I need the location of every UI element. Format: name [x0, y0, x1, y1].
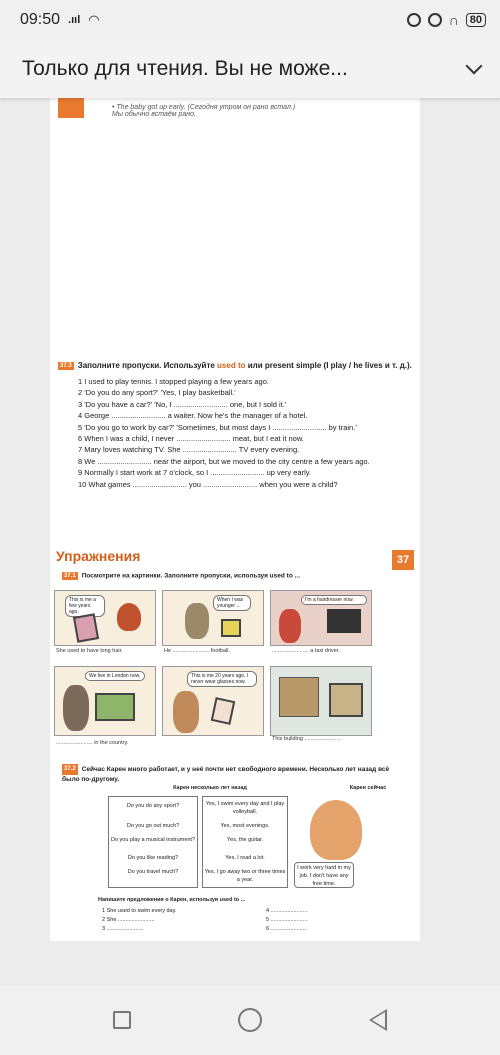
alarm-icon: [428, 13, 442, 27]
answer: Yes, I read a lot.: [225, 855, 265, 861]
question: Do you do any sport?: [126, 803, 180, 809]
exercise-lines: [58, 376, 412, 490]
task-37-2: 37.2 Сейчас Карен много работает, и у неё почти нет свободного времени. Несколько лет назад всё было по-другому.: [62, 766, 390, 783]
write-line: 1 She used to swim every day.: [102, 908, 177, 914]
exercise-line: 3 'Do you have a car?' 'No, I .......................... one, but I sold it.': [78, 399, 287, 409]
picture-caption-2: He ........................ football.: [164, 648, 231, 654]
man-figure: [185, 603, 209, 639]
picture-panel-3: [270, 590, 372, 646]
battery-indicator: 80: [466, 13, 486, 27]
write-prompt: Напишите предложения о Карен, используя used to ...: [98, 897, 246, 903]
picture-panel-6: [270, 666, 372, 736]
document-title-bar: [0, 40, 500, 98]
speech-bubble: I'm a hairdresser now.: [301, 595, 367, 605]
question: Do you like reading?: [127, 855, 179, 861]
exercise-line: 7 Mary loves watching TV. She .......................... TV every evening.: [78, 445, 300, 455]
speech-bubble: When I was younger ...: [213, 595, 251, 611]
previous-page-strip: [50, 96, 420, 134]
picture-caption-4: ........................ in the country.: [56, 740, 129, 746]
write-line: 4 ........................: [266, 908, 308, 914]
exercise-heading: 37.3 Заполните пропуски. Используйте used to или present simple (I play / he lives и т. д.).: [60, 361, 412, 370]
wifi-icon: ◠: [88, 12, 100, 27]
document-page: [50, 96, 420, 941]
man-figure: [173, 691, 199, 733]
unit-badge: 37: [392, 550, 414, 570]
question: Do you go out much?: [126, 823, 180, 829]
strip-line-1: • The baby got up early. (Сегодня утром он рано встал.): [112, 104, 296, 111]
write-line: 6 ........................: [266, 926, 308, 932]
exercise-line: 8 We .......................... near the airport, but we moved to the city centre a few years ago.: [78, 456, 370, 466]
signal-icon: .ııl: [68, 14, 81, 26]
answer: Yes, I swim every day and I play volleyball.: [205, 801, 285, 815]
answer: Yes, most evenings.: [220, 823, 270, 829]
back-icon[interactable]: [369, 1009, 387, 1031]
exercises-title: Упражнения: [56, 548, 141, 564]
photo-frame: [95, 693, 135, 721]
exercise-line: 4 George .......................... a waiter. Now he's the manager of a hotel.: [78, 411, 308, 421]
answer: Yes, the guitar.: [226, 837, 264, 843]
speech-bubble: We live in London now.: [85, 671, 145, 681]
picture-caption-1: She used to have long hair.: [56, 648, 123, 654]
picture-caption-6: This building ........................: [272, 736, 342, 742]
exercise-line: 6 When I was a child, I never .......................... meat, but I eat it now.: [78, 434, 304, 444]
question: Do you play a musical instrument?: [110, 837, 196, 843]
picture-grid: [54, 590, 380, 752]
taxi-photo: [327, 609, 361, 633]
speech-bubble: This is me 20 years ago. I never wear glasses now.: [187, 671, 257, 687]
photo-frame: [221, 619, 241, 637]
vpn-icon: [407, 13, 421, 27]
now-label: Карен сейчас: [349, 785, 387, 791]
exercise-number: 37.3: [60, 362, 72, 369]
exercise-line: 5 'Do you go to work by car?' 'Sometimes, but most days I .......................... by train.': [78, 422, 357, 432]
exercise-line: 1 I used to play tennis. I stopped playing a few years ago.: [78, 377, 269, 386]
navigation-bar: [0, 985, 500, 1055]
karen-now-figure: [310, 800, 362, 860]
chevron-down-icon[interactable]: [466, 58, 483, 75]
home-icon[interactable]: [238, 1008, 262, 1032]
page-title: Только для чтения. Вы не може...: [22, 57, 348, 80]
answer: Yes, I go away two or three times a year.: [204, 869, 286, 883]
exercise-line: 2 'Do you do any sport?' 'Yes, I play basketball.': [78, 388, 236, 398]
write-line: 3 ........................: [102, 926, 144, 932]
write-line: 5 ........................: [266, 917, 308, 923]
orange-tab: [58, 96, 84, 118]
exercise-37-3: [58, 361, 412, 490]
clock: 09:50: [20, 11, 61, 28]
headphones-icon: ∩: [448, 12, 459, 28]
photo-frame: [73, 613, 99, 642]
write-line: 2 She ........................: [102, 917, 155, 923]
task-37-1: 37.1 Посмотрите на картинки. Заполните пропуски, используя used to ...: [64, 572, 301, 580]
picture-panel-2: [162, 590, 264, 646]
photo-frame: [211, 697, 236, 725]
building-photo: [279, 677, 319, 717]
now-bubble-text: I work very hard in my job. I don't have any free time.: [297, 865, 351, 887]
recent-apps-icon[interactable]: [113, 1011, 131, 1029]
exercise-line: 9 Normally I start work at 7 o'clock, so I .......................... up very early.: [78, 468, 312, 478]
couple-figures: [63, 685, 89, 731]
woman-figure: [279, 609, 301, 643]
picture-panel-4: [54, 666, 156, 736]
picture-panel-1: [54, 590, 156, 646]
question: Do you travel much?: [127, 869, 179, 875]
speech-bubble: This is me a few years ago.: [65, 595, 105, 617]
picture-panel-5: [162, 666, 264, 736]
strip-line-2: Мы обычно встаём рано.: [112, 111, 196, 118]
exercise-line: 10 What games .......................... you .......................... when you were a child?: [78, 479, 338, 489]
woman-figure: [117, 603, 141, 631]
building-photo: [329, 683, 363, 717]
status-bar: [0, 0, 500, 40]
picture-caption-3: ........................ a taxi driver.: [272, 648, 340, 654]
past-label: Карен несколько лет назад: [173, 785, 247, 791]
